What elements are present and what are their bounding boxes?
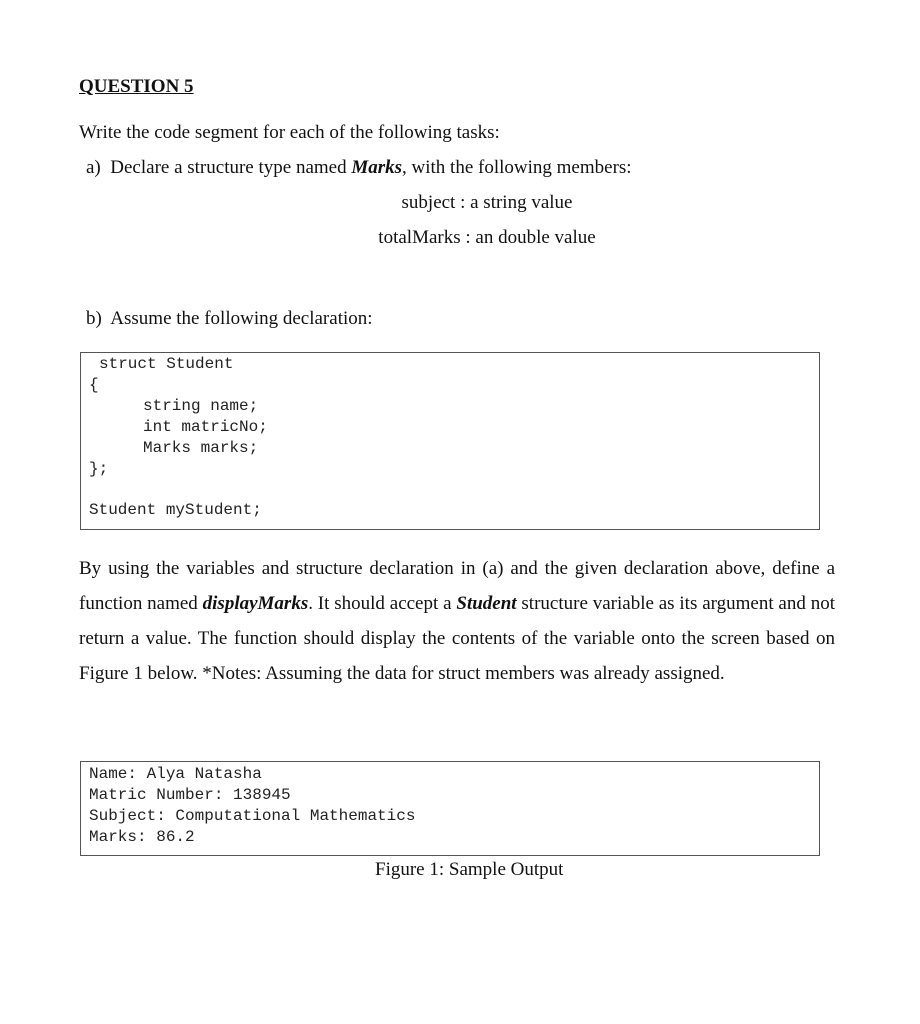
part-b-text: Assume the following declaration: [110,308,373,329]
output-line-name: Name: Alya Natasha [89,765,262,783]
part-a-text-before: Declare a structure type named [110,157,352,178]
output-line-marks: Marks: 86.2 [89,828,195,846]
part-b-label: b) [86,308,102,329]
code-line-struct: struct Student [99,355,234,373]
function-name: displayMarks [202,593,309,614]
code-line-open-brace: { [89,376,99,394]
part-a [86,157,632,179]
code-line-name: string name; [143,397,259,415]
struct-reference: Student [456,593,517,614]
part-a-label: a) [86,157,101,178]
task-description [79,551,835,691]
figure-caption: Figure 1: Sample Output [375,859,564,880]
para-part-1: By using the variables and structure declaration in (a) and the given declaration above, define a function named [79,558,835,614]
code-line-student-var: Student myStudent; [89,501,262,519]
part-a-text-after: , with the following members: [402,157,632,178]
student-declaration-code-box [80,352,820,530]
member-subject: subject : a string value [401,192,573,213]
sample-output-box [80,761,820,856]
code-line-matric: int matricNo; [143,418,268,436]
part-a-struct-name: Marks [351,157,403,178]
member-total-marks: totalMarks : an double value [378,227,596,248]
question-intro: Write the code segment for each of the following tasks: [79,122,500,143]
part-b [86,308,373,330]
code-line-marks: Marks marks; [143,439,259,457]
question-heading: QUESTION 5 [79,76,194,97]
para-part-3: structure variable as its argument and not return a value. The function should display the contents of the variable onto the screen based on Figure 1 below. *Notes: Assuming the data for struct members was already assigned. [79,593,835,684]
output-line-matric: Matric Number: 138945 [89,786,291,804]
code-line-close-brace: }; [89,460,109,478]
para-part-2: . It should accept a [308,593,457,614]
output-line-subject: Subject: Computational Mathematics [89,807,416,825]
